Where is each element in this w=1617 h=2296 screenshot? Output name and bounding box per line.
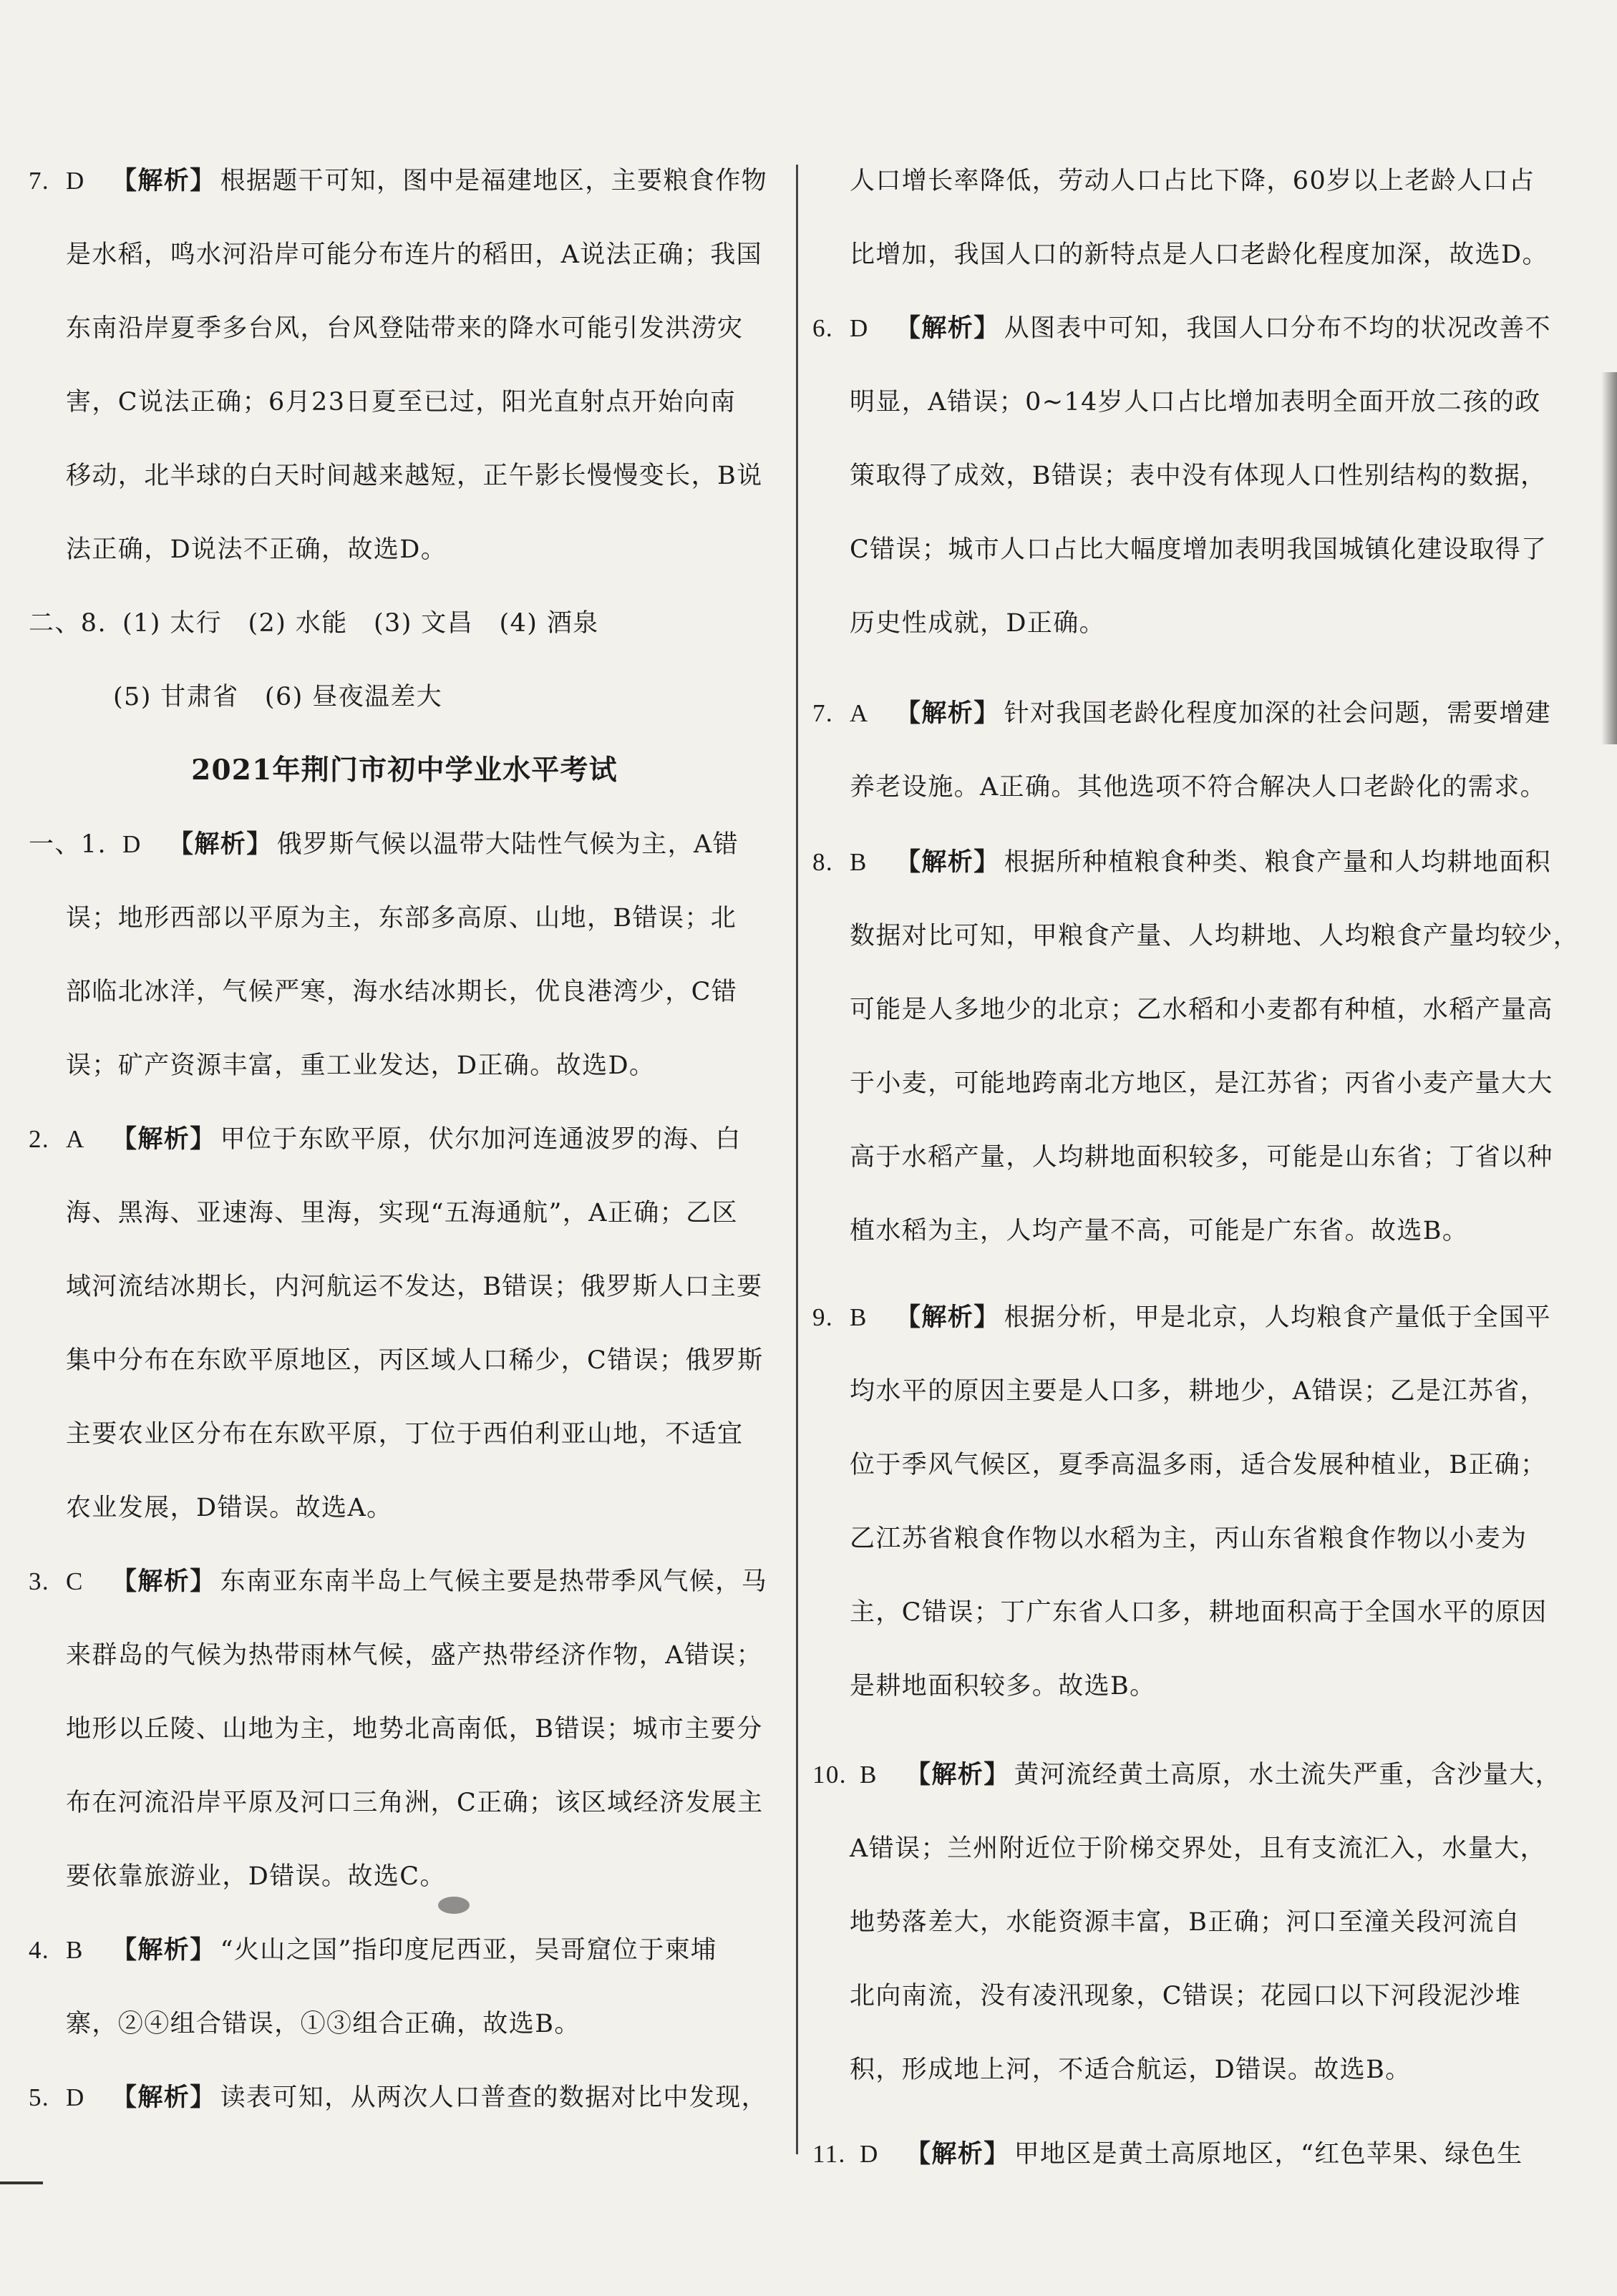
question-number: 11. [812,2140,846,2168]
analysis-line: 东南沿岸夏季多台风，台风登陆带来的降水可能引发洪涝灾 [66,314,744,343]
answer-letter: A [66,1125,85,1153]
analysis-text: 根据题干可知，图中是福建地区，主要粮食作物 [220,167,768,195]
analysis-tag: 【解析】 [905,1760,1010,1789]
analysis-line: 农业发展，D错误。故选A。 [66,1494,393,1522]
fill-answers: (1) 太行 (2) 水能 (3) 文昌 (4) 酒泉 [122,609,599,638]
analysis-tag: 【解析】 [905,2139,1010,2169]
analysis-line: 误；地形西部以平原为主，东部多高原、山地，B错误；北 [66,904,737,933]
fill-answers-line: (5) 甘肃省 (6) 昼夜温差大 [113,683,443,711]
analysis-line: 集中分布在东欧平原地区，丙区域人口稀少，C错误；俄罗斯 [66,1346,764,1375]
answer-letter: B [850,1303,868,1331]
analysis-text: 根据分析，甲是北京，人均粮食产量低于全国平 [1004,1303,1552,1332]
question-number: 一、1. [29,830,107,859]
analysis-line: 地势落差大，水能资源丰富，B正确；河口至潼关段河流自 [850,1908,1521,1937]
answer-line [812,1757,1561,1793]
question-number: 6. [812,314,834,342]
answer-line [29,827,739,862]
analysis-line: 海、黑海、亚速海、里海，实现“五海通航”，A正确；乙区 [66,1199,738,1227]
answer-line [812,311,1551,346]
analysis-line: 积，形成地上河，不适合航运，D错误。故选B。 [850,2056,1412,2084]
answer-line [812,845,1551,880]
analysis-line: 均水平的原因主要是人口多，耕地少，A错误；乙是江苏省， [850,1377,1547,1406]
answer-line [812,1300,1551,1336]
answer-line [812,696,1551,731]
analysis-line: 数据对比可知，甲粮食产量、人均耕地、人均粮食产量均较少， [850,922,1580,950]
analysis-line: 乙江苏省粮食作物以水稻为主，丙山东省粮食作物以小麦为 [850,1524,1528,1553]
answer-letter: D [860,2140,879,2168]
analysis-text: 根据所种植粮食种类、粮食产量和人均耕地面积 [1004,848,1552,877]
analysis-line: 植水稻为主，人均产量不高，可能是广东省。故选B。 [850,1217,1469,1245]
question-number: 10. [812,1761,847,1789]
scan-shadow [1601,372,1617,744]
question-number: 8. [812,848,834,876]
analysis-tag: 【解析】 [112,166,216,195]
analysis-line: 明显，A错误；0~14岁人口占比增加表明全面开放二孩的政 [850,388,1541,417]
analysis-line: 人口增长率降低，劳动人口占比下降，60岁以上老龄人口占 [850,167,1535,195]
analysis-line: 策取得了成效，B错误；表中没有体现人口性别结构的数据， [850,462,1547,490]
question-number: 7. [29,167,50,195]
analysis-line: 域河流结冰期长，内河航运不发达，B错误；俄罗斯人口主要 [66,1273,763,1301]
ink-spot [438,1897,470,1914]
analysis-line: 要依靠旅游业，D错误。故选C。 [66,1862,446,1891]
analysis-line: A错误；兰州附近位于阶梯交界处，且有支流汇入，水量大， [850,1834,1547,1863]
answer-line [29,2080,767,2116]
answer-letter: A [850,699,869,727]
analysis-text: 甲地区是黄土高原地区，“红色苹果、绿色生 [1014,2140,1523,2169]
analysis-tag: 【解析】 [112,1567,216,1596]
analysis-text: 从图表中可知，我国人口分布不均的状况改善不 [1004,314,1552,343]
answer-letter: C [66,1567,84,1595]
analysis-tag: 【解析】 [168,830,273,859]
question-number: 9. [812,1303,834,1331]
answer-line [29,1932,717,1968]
answer-letter: D [66,167,85,195]
analysis-tag: 【解析】 [112,2083,216,2112]
question-number: 3. [29,1567,50,1595]
answer-letter: D [66,2083,85,2111]
analysis-line: 可能是人多地少的北京；乙水稻和小麦都有种植，水稻产量高 [850,996,1553,1024]
analysis-line: 害，C说法正确；6月23日夏至已过，阳光直射点开始向南 [66,388,737,417]
analysis-tag: 【解析】 [112,1935,216,1965]
question-number: 4. [29,1936,50,1964]
answer-letter: B [66,1936,84,1964]
analysis-line: 法正确，D说法不正确，故选D。 [66,535,447,564]
analysis-line: 养老设施。A正确。其他选项不符合解决人口老龄化的需求。 [850,773,1547,802]
question-number: 7. [812,699,834,727]
analysis-line: 来群岛的气候为热带雨林气候，盛产热带经济作物，A错误； [66,1641,763,1670]
question-number: 2. [29,1125,50,1153]
page-corner-mark [0,2181,43,2184]
analysis-text: 针对我国老龄化程度加深的社会问题，需要增建 [1004,699,1552,728]
analysis-line: 寨，②④组合错误，①③组合正确，故选B。 [66,2010,581,2038]
answer-line [29,605,599,641]
analysis-tag: 【解析】 [895,1303,1000,1332]
answer-line [29,1122,742,1157]
analysis-text: “火山之国”指印度尼西亚，吴哥窟位于柬埔 [220,1936,717,1965]
analysis-text: 黄河流经黄土高原，水土流失严重，含沙量大， [1014,1761,1562,1789]
analysis-line: 误；矿产资源丰富，重工业发达，D正确。故选D。 [66,1051,656,1080]
analysis-text: 甲位于东欧平原，伏尔加河连通波罗的海、白 [220,1125,742,1154]
analysis-line: 于小麦，可能地跨南北方地区，是江苏省；丙省小麦产量大大 [850,1069,1553,1098]
analysis-tag: 【解析】 [112,1124,216,1154]
analysis-line: 主要农业区分布在东欧平原，丁位于西伯利亚山地，不适宜 [66,1420,744,1449]
analysis-tag: 【解析】 [895,847,1000,877]
analysis-line: 高于水稻产量，人均耕地面积较多，可能是山东省；丁省以种 [850,1143,1553,1172]
analysis-text: 读表可知，从两次人口普查的数据对比中发现， [220,2083,768,2112]
analysis-line: 布在河流沿岸平原及河口三角洲，C正确；该区域经济发展主 [66,1789,764,1817]
answer-letter: B [850,848,868,876]
answer-letter: D [122,830,142,858]
analysis-line: 主，C错误；丁广东省人口多，耕地面积高于全国水平的原因 [850,1598,1548,1627]
analysis-text: 俄罗斯气候以温带大陆性气候为主，A错 [276,830,739,859]
exam-title: 2021年荆门市初中学业水平考试 [191,754,618,787]
question-number: 5. [29,2083,50,2111]
analysis-line: 位于季风气候区，夏季高温多雨，适合发展种植业，B正确； [850,1451,1547,1479]
analysis-line: 地形以丘陵、山地为主，地势北高南低，B错误；城市主要分 [66,1715,763,1743]
analysis-line: 部临北冰洋，气候严寒，海水结冰期长，优良港湾少，C错 [66,978,738,1006]
column-divider [796,165,798,2154]
analysis-line: 比增加，我国人口的新特点是人口老龄化程度加深，故选D。 [850,240,1548,269]
analysis-text: 东南亚东南半岛上气候主要是热带季风气候，马 [220,1567,768,1596]
question-number: 二、8. [29,609,107,638]
analysis-line: 是耕地面积较多。故选B。 [850,1672,1156,1701]
answer-line [812,2136,1523,2172]
answer-letter: D [850,314,869,342]
analysis-line: C错误；城市人口占比大幅度增加表明我国城镇化建设取得了 [850,535,1548,564]
analysis-line: 是水稻，鸣水河沿岸可能分布连片的稻田，A说法正确；我国 [66,240,763,269]
answer-line [29,163,767,199]
answer-letter: B [860,1761,878,1789]
analysis-tag: 【解析】 [895,313,1000,343]
analysis-line: 北向南流，没有凌汛现象，C错误；花园口以下河段泥沙堆 [850,1982,1522,2010]
analysis-tag: 【解析】 [895,699,1000,728]
answer-line [29,1564,767,1600]
analysis-line: 移动，北半球的白天时间越来越短，正午影长慢慢变长，B说 [66,462,763,490]
analysis-line: 历史性成就，D正确。 [850,609,1106,638]
